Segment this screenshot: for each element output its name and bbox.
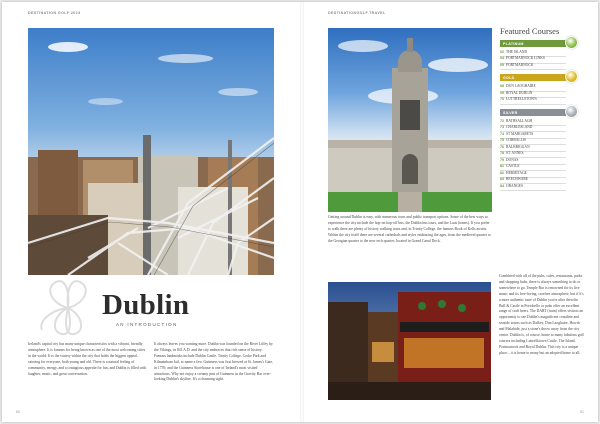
course-number: 79 [500,157,504,162]
course-number: 81 [500,164,504,169]
intro-column-2: It always leaves you wanting more. Dublin was founded on the River Liffey by the Vikings, in 841 A.D. and the city embraces that rich sense of history. Famous landmarks include Dublin Castle, Trinity College, Croke Park and Kilmainham Jail, to name a few. Guinness was first brewed at St. James's Gate, in 1759, and the Guinness Storehouse is one of Ireland's most visited attractions. Why not enjoy a creamy pint of Guinness in the Gravity Bar over-looking Dublin's skyline. It's a charming sight. [154,342,274,382]
course-number: 84 [500,183,504,188]
course-name: ROYAL DUBLIN [506,90,533,95]
course-number: 75 [500,138,504,143]
course-name: HERMITAGE [506,170,527,175]
running-head-left: DESTINATION GOLF 2023 [28,11,81,15]
course-name: LUTTRELLSTOWN [506,97,537,102]
featured-courses-title: Featured Courses [500,26,560,36]
course-number: 82 [500,170,504,175]
course-list [500,50,582,69]
course-list-item [500,63,582,69]
temple-bar-pub-photo [328,282,491,400]
course-category-header [500,74,582,82]
course-name: RATHSALLAGH [506,118,533,123]
caption-pubs-and-golf: Combined with all of the pubs, cafes, restaurants, parks and shopping hubs, there is always something to do or somewhere to go. Temple Bar is renowned for its live music and its free-loving, carefree atmosphere, but if it's a more authentic taste of Dublin you're after then the Bull & Castle in Portobello or pubs offer an excellent range of craft beers. The DART (train) offers visitors an opportunity to see Dublin's magnificent coastline and seaside towns such as Dalkey, Dun Laoghaire, Howth and Malahide, just a stone's throw away from the city centre. Dublin is, of course, home to many fabulous golf courses including Luttrellstown Castle, The Island, Portmarnock and Royal Dublin. This city is a unique place... it is home to many but an adopted home to all. [499,274,584,355]
course-number: 70 [500,97,504,102]
course-number: 83 [500,177,504,182]
course-category [500,109,582,190]
course-name: PORTMARNOCK LINKS [506,56,545,61]
trinity-college-campanile-photo [328,28,492,212]
course-number: 08 [500,84,504,89]
tier-badge-icon [565,105,578,118]
featured-courses-panel [500,26,582,195]
dublin-skyline-photo [28,28,274,275]
course-category-header [500,109,582,117]
course-list [500,119,582,190]
running-head-right: DESTINATIONGOLF.TRAVEL [328,11,386,15]
intro-column-1: Ireland's capital city has many unique characteristics with a vibrant, friendly atmosphere. It is famous for being known as one of the most welcoming cities in the world. It is the variety within the city that holds the biggest appeal, catering for everyone, both young and old. There is a natural feeling of community, energy, and a contagious appetite for fun, and Dublin is filled with laughter, music, and great conversation. [28,342,147,376]
course-category-label: GOLD [500,74,566,81]
course-number: 02 [500,50,504,54]
course-list-item [500,184,582,190]
course-list [500,84,582,103]
page-title: Dublin [102,289,190,321]
gravity-bar-window-frame-icon [28,28,274,275]
course-name: ST MARGARETS [506,131,534,136]
course-category [500,74,582,103]
page-number-left: 60 [16,410,20,414]
course-category-label: SILVER [500,109,566,116]
course-name: BEECHWARE [506,177,528,182]
shamrock-watermark-icon [32,274,104,340]
course-number: 04 [500,56,504,61]
course-name: BALBRIGGAN [506,144,530,149]
course-number: 73 [500,125,504,130]
course-name: ST. ANNES [506,151,524,156]
course-name: DUN LAOGHAIRE [506,84,536,89]
magazine-spread [2,2,598,422]
course-category-header [500,40,582,48]
course-number: 05 [500,62,504,67]
caption-getting-around: Getting around Dublin is easy, with numerous tours and public transport options. Some of the best ways to experience the city include the hop-on hop-off bus, the Dublin bus tours, and the Luas (trams). If you prefer to walk there are plenty of history walking tours and, in Trinity College, the famous Book of Kells awaits. Within the city itself there are several cathedrals and styles embracing the ages, from the medieval quarter to the Georgian quarter to the new tech quarter, located in Grand Canal Dock. [328,215,491,243]
tier-badge-icon [565,70,578,83]
course-name: PORTMARNOCK [506,62,534,67]
course-number: 72 [500,118,504,123]
course-name: CASTLE [506,164,520,169]
course-category [500,40,582,69]
course-name: THE ISLAND [506,50,528,54]
course-category-label: PLATINUM [500,40,566,47]
course-name: ORANGES [506,183,523,188]
course-number: 78 [500,151,504,156]
tier-badge-icon [565,36,578,49]
course-name: DONAS [506,157,519,162]
spine-gutter [300,2,304,422]
course-name: CHARLESLAND [506,125,533,130]
course-number: 74 [500,131,504,136]
page-number-right: 61 [580,410,584,414]
course-number: 09 [500,90,504,95]
page-subtitle: AN INTRODUCTION [116,322,178,327]
course-name: CORBALLIS [506,138,526,143]
course-list-item [500,97,582,103]
course-number: 76 [500,144,504,149]
